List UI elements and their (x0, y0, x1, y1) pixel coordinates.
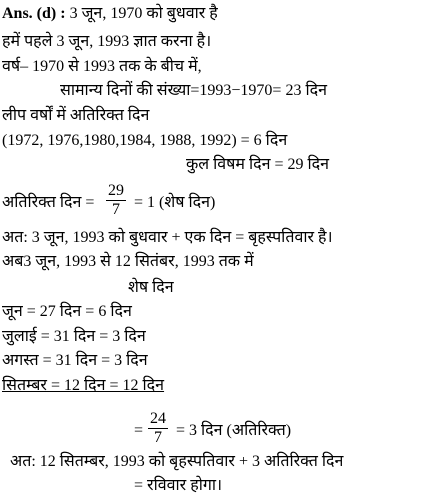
line-10: अब3 जून, 1993 से 12 सितंबर, 1993 तक में (2, 253, 254, 270)
fraction-numerator: 29 (108, 182, 124, 199)
extra-days-result: = 1 (शेष दिन) (134, 194, 216, 211)
line-6: (1972, 1976,1980,1984, 1988, 1992) = 6 दिन (2, 132, 288, 149)
final-answer: = रविवार होगा। (134, 477, 223, 494)
fraction-29-7 (106, 182, 126, 219)
line-2: हमें पहले 3 जून, 1993 ज्ञात करना है। (2, 33, 212, 50)
line-july: जुलाई = 31 दिन = 3 दिन (2, 328, 146, 345)
answer-label: Ans. (d) : (2, 5, 66, 22)
sum-prefix: = (134, 422, 144, 439)
line-june: जून = 27 दिन = 6 दिन (2, 303, 132, 320)
fraction-numerator: 24 (150, 410, 166, 427)
line-11: शेष दिन (128, 279, 174, 296)
sum-result: = 3 दिन (अतिरिक्त) (176, 422, 292, 439)
line-17: अत: 12 सितम्बर, 1993 को बृहस्पतिवार + 3 अतिरिक्त दिन (10, 453, 344, 470)
line-3: वर्ष– 1970 से 1993 तक के बीच में, (2, 58, 202, 75)
answer-text: 3 जून, 1970 को बुधवार है (69, 5, 218, 22)
answer-line (2, 4, 218, 24)
line-7: कुल विषम दिन = 29 दिन (186, 156, 330, 173)
fraction-denominator: 7 (112, 201, 120, 218)
line-4: सामान्य दिनों की संख्या=1993−1970= 23 दिन (60, 82, 327, 99)
line-5: लीप वर्षों में अतिरिक्त दिन (2, 107, 150, 124)
line-september: सितम्बर = 12 दिन = 12 दिन (2, 377, 165, 394)
line-9: अत: 3 जून, 1993 को बुधवार + एक दिन = बृहस्पतिवार है। (2, 229, 333, 246)
fraction-denominator: 7 (154, 429, 162, 446)
extra-days-prefix: अतिरिक्त दिन = (2, 194, 95, 211)
line-august: अगस्त = 31 दिन = 3 दिन (2, 352, 148, 369)
fraction-24-7 (148, 410, 168, 447)
